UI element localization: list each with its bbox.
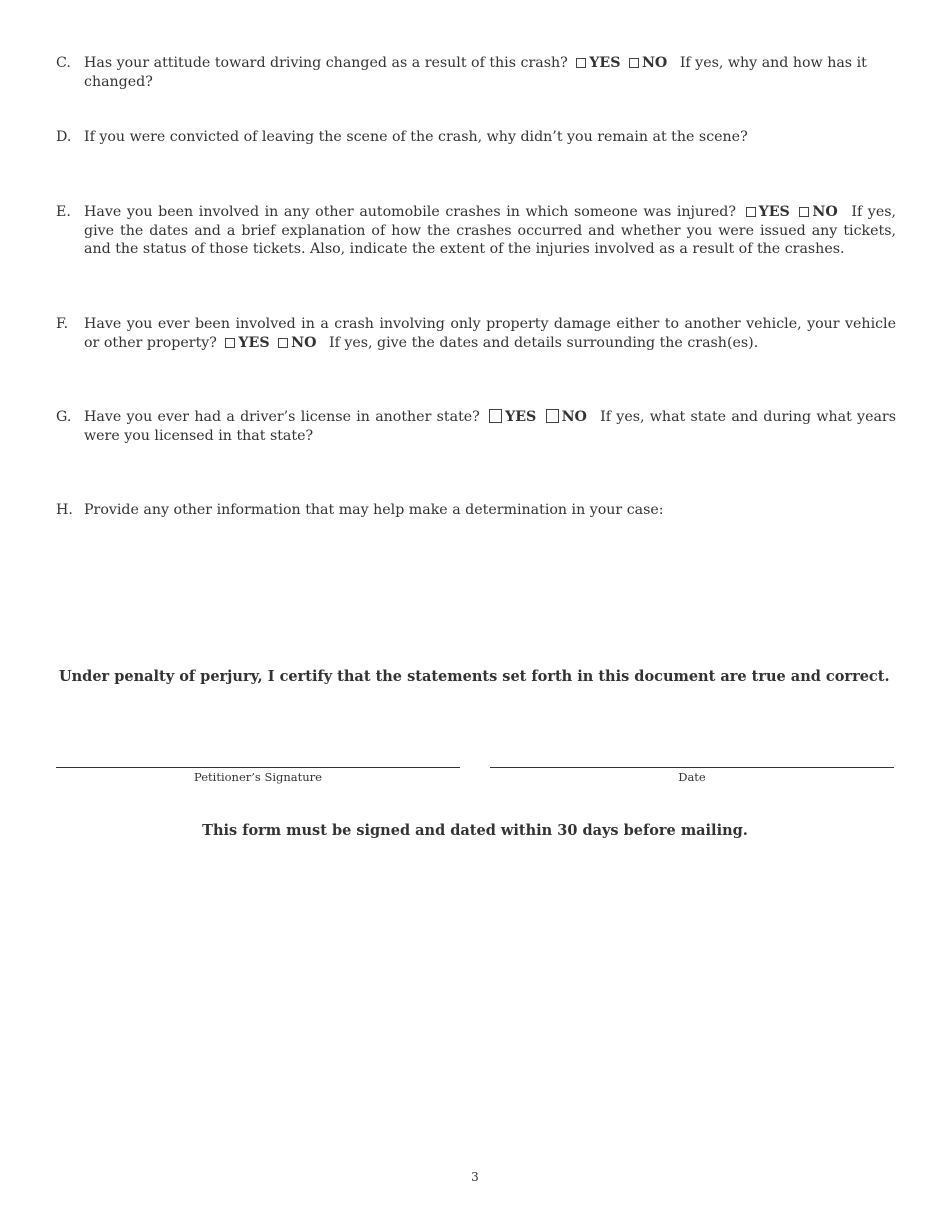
question-letter: G.	[56, 409, 72, 425]
yes-checkbox[interactable]	[225, 338, 235, 348]
question-c	[56, 54, 896, 91]
question-followup: If yes, what state and during what years were you licensed in that state?	[84, 409, 896, 444]
certification-statement: Under penalty of perjury, I certify that the statements set forth in this document are true and correct.	[59, 668, 890, 685]
yes-checkbox[interactable]	[576, 58, 586, 68]
question-letter: D.	[56, 129, 72, 145]
no-checkbox[interactable]	[629, 58, 639, 68]
signature-label: Petitioner’s Signature	[194, 770, 322, 784]
yes-label: YES	[238, 334, 270, 351]
question-letter: C.	[56, 55, 71, 71]
question-text: Have you been involved in any other automobile crashes in which someone was injured?	[84, 204, 736, 220]
question-followup: If yes, give the dates and details surrounding the crash(es).	[328, 334, 759, 351]
date-line[interactable]	[490, 767, 894, 768]
question-e	[56, 203, 896, 259]
question-letter: E.	[56, 204, 71, 220]
yes-checkbox[interactable]	[489, 409, 502, 423]
question-followup: If yes, give the dates and a brief explanation of how the crashes occurred and whether you were issued any tickets, and the status of those tickets. Also, indicate the extent of the injuries involved as a result of the crashes.	[84, 204, 897, 257]
no-checkbox[interactable]	[278, 338, 288, 348]
question-followup: If yes, why and how has it changed?	[84, 55, 867, 90]
no-label: NO	[812, 204, 838, 220]
yes-label: YES	[505, 409, 537, 425]
question-letter: H.	[56, 502, 73, 518]
no-checkbox[interactable]	[799, 207, 809, 217]
mailing-notice: This form must be signed and dated within 30 days before mailing.	[202, 822, 748, 839]
question-text: Have you ever had a driver’s license in another state?	[84, 409, 480, 425]
date-label: Date	[678, 770, 706, 784]
question-text: If you were convicted of leaving the scene of the crash, why didn’t you remain at the scene?	[84, 129, 748, 145]
question-f	[56, 315, 896, 352]
yes-label: YES	[758, 204, 790, 220]
no-label: NO	[291, 334, 317, 351]
question-d	[56, 128, 896, 147]
question-h	[56, 501, 896, 520]
no-label: NO	[641, 55, 668, 71]
yes-checkbox[interactable]	[746, 207, 756, 217]
page-number: 3	[471, 1170, 479, 1184]
signature-line[interactable]	[56, 767, 460, 768]
question-letter: F.	[56, 316, 69, 332]
question-g	[56, 408, 896, 445]
no-label: NO	[561, 409, 587, 425]
yes-label: YES	[589, 55, 621, 71]
question-text: Provide any other information that may help make a determination in your case:	[84, 502, 664, 518]
question-text: Has your attitude toward driving changed as a result of this crash?	[84, 55, 568, 71]
question-text: Have you ever been involved in a crash involving only property damage either to another vehicle, your vehicle or other property?	[84, 316, 896, 351]
no-checkbox[interactable]	[546, 409, 559, 423]
